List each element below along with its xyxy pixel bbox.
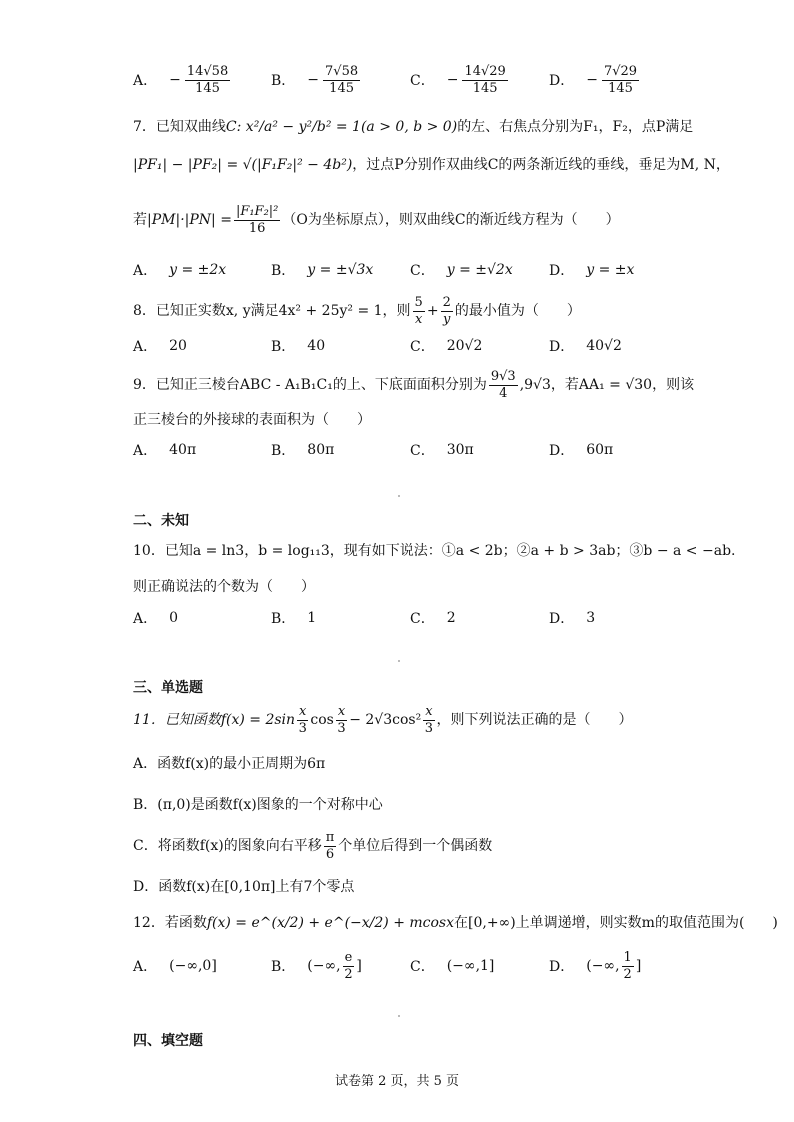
q6-option-a[interactable]: A． − $\frac{14√58}{145}$ (133, 63, 229, 96)
q11-line: 11．已知函数f(x) = 2sin $\frac{x}{3}$ cos $\frac{x}{3}$ − 2√3cos² $\frac{x}{3}$ ，则下列说法正确的是（ ） (133, 703, 633, 736)
q11-option-a[interactable]: A．函数f(x)的最小正周期为6π (133, 756, 326, 772)
q12-option-c[interactable]: C． (−∞,1] (410, 958, 495, 975)
q8-option-b[interactable]: B． 40 (271, 338, 326, 355)
q7-option-b[interactable]: B． y = ±√3x (271, 262, 374, 279)
q9-option-d[interactable]: D． 60π (549, 442, 614, 459)
q9-line-1: 9．已知正三棱台ABC - A₁B₁C₁的上、下底面面积分别为 $\frac{9√3}{4}$ ,9√3，若AA₁ = √30，则该 (133, 368, 695, 401)
q6-b-denominator: 145 (329, 80, 354, 96)
q6-option-b[interactable]: B． − $\frac{7√58}{145}$ (271, 63, 359, 96)
q11-option-c[interactable]: C．将函数f(x)的图象向右平移 $\frac{\pi}{6}$ 个单位后得到一个偶函数 (133, 829, 493, 862)
page-dot (398, 660, 400, 662)
q8-option-c[interactable]: C． 20√2 (410, 338, 483, 355)
q9-option-b[interactable]: B． 80π (271, 442, 335, 459)
page-footer: 试卷第 2 页，共 5 页 (334, 1074, 460, 1089)
q6-d-denominator: 145 (608, 80, 633, 96)
page-dot (398, 1015, 400, 1017)
q11-option-b[interactable]: B．(π,0)是函数f(x)图象的一个对称中心 (133, 797, 383, 813)
q9-option-a[interactable]: A． 40π (133, 442, 197, 459)
q10-option-c[interactable]: C． 2 (410, 610, 456, 627)
q12-options (133, 946, 753, 986)
q12-option-d[interactable]: D． (−∞, $\frac{1}{2}$ ] (549, 949, 642, 982)
q10-line-2: 则正确说法的个数为（ ） (133, 579, 315, 595)
q7-option-c[interactable]: C． y = ±√2x (410, 262, 513, 279)
q12-option-b[interactable]: B． (−∞, $\frac{e}{2}$ ] (271, 949, 362, 982)
q6-a-numerator: 14√58 (186, 63, 229, 79)
q7-line-1: 7．已知双曲线C: x²/a² − y²/b² = 1(a > 0, b > 0)的左、右焦点分别为F₁，F₂，点P满足 (133, 119, 694, 135)
q8-line: 8．已知正实数x, y满足4x² + 25y² = 1，则 $\frac{5}{x}$ + $\frac{2}{y}$ 的最小值为（ ） (133, 294, 581, 327)
q8-option-d[interactable]: D． 40√2 (549, 338, 622, 355)
q7-hyperbola-equation: C: x²/a² − y²/b² = 1(a > 0, b > 0) (225, 119, 458, 135)
q10-line-1: 10．已知a = ln3，b = log₁₁3，现有如下说法：①a < 2b；②a + b > 3ab；③b − a < −ab. (133, 543, 736, 559)
section-heading-unknown: 二、未知 (133, 513, 189, 529)
q7-option-d[interactable]: D． y = ±x (549, 262, 635, 279)
q7-line-3: 若 |PM|·|PN| = $\frac{\text{|F₁F₂|²}}{16}$ （O为坐标原点），则双曲线C的渐近线方程为（ ） (133, 203, 620, 236)
q7-option-a[interactable]: A． y = ±2x (133, 262, 227, 279)
q9-option-c[interactable]: C． 30π (410, 442, 474, 459)
q9-line-2: 正三棱台的外接球的表面积为（ ） (133, 412, 371, 428)
q12-function: f(x) = e^(x/2) + e^(−x/2) + mcosx (206, 915, 454, 931)
q12-option-a[interactable]: A． (−∞,0] (133, 958, 217, 975)
q6-options (133, 60, 753, 100)
q7-condition-equation: |PF₁| − |PF₂| = √(|F₁F₂|² − 4b²) (133, 157, 353, 173)
q11-option-d[interactable]: D．函数f(x)在[0,10π]上有7个零点 (133, 879, 355, 895)
q12-line: 12．若函数f(x) = e^(x/2) + e^(−x/2) + mcosx在[0,+∞)上单调递增，则实数m的取值范围为( ) (133, 915, 778, 931)
page-dot (398, 495, 400, 497)
q10-option-a[interactable]: A． 0 (133, 610, 179, 627)
q9-options (133, 430, 753, 470)
q10-option-d[interactable]: D． 3 (549, 610, 596, 627)
section-heading-single-choice: 三、单选题 (133, 680, 203, 696)
q7-line-2: |PF₁| − |PF₂| = √(|F₁F₂|² − 4b²)，过点P分别作双曲线C的两条渐近线的垂线，垂足为M, N， (133, 157, 730, 173)
q8-options (133, 326, 753, 366)
q6-c-denominator: 145 (472, 80, 498, 96)
q6-option-c[interactable]: C． − $\frac{14√29}{145}$ (410, 63, 506, 96)
q10-options (133, 598, 753, 638)
q7-options (133, 250, 753, 290)
q6-d-numerator: 7√29 (603, 63, 638, 79)
q6-c-numerator: 14√29 (464, 63, 506, 79)
q6-a-denominator: 145 (195, 80, 220, 96)
q6-option-d[interactable]: D． − $\frac{7√29}{145}$ (549, 63, 638, 96)
section-heading-fill-in: 四、填空题 (133, 1033, 203, 1049)
q8-option-a[interactable]: A． 20 (133, 338, 187, 355)
q6-b-numerator: 7√58 (325, 63, 359, 79)
q10-option-b[interactable]: B． 1 (271, 610, 317, 627)
